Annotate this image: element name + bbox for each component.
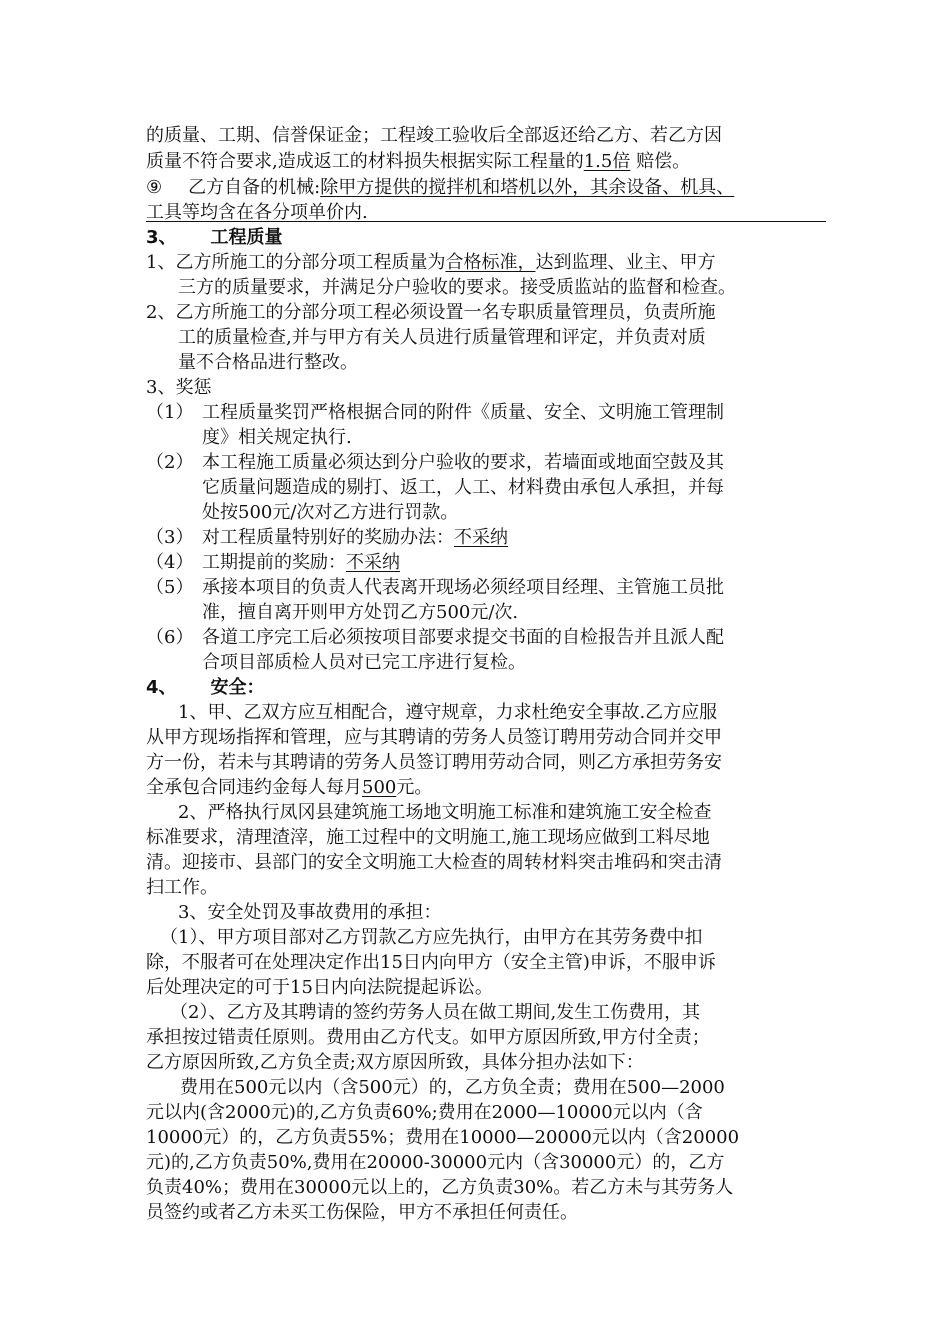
text-line xyxy=(180,1076,725,1100)
text-line xyxy=(178,351,358,375)
text-run: 工的质量检查,并与甲方有关人员进行质量管理和评定，并负责对质 xyxy=(178,327,706,348)
text-line xyxy=(146,976,493,1000)
text-run: 量不合格品进行整改。 xyxy=(178,352,358,373)
section-title: 工程质量 xyxy=(210,227,283,248)
text-line xyxy=(146,124,722,148)
section-heading xyxy=(146,676,265,700)
text-line xyxy=(146,626,724,650)
text-line xyxy=(146,1201,578,1225)
text-run: 工期提前的奖励： xyxy=(202,552,346,573)
text-line xyxy=(146,401,724,425)
text-line xyxy=(146,1176,733,1200)
text-line xyxy=(178,276,736,300)
text-run: 1、甲、乙双方应互相配合，遵守规章，力求杜绝安全事故.乙方应服 xyxy=(178,702,718,723)
text-line xyxy=(178,901,441,925)
text-run: 度》相关规定执行. xyxy=(202,427,352,448)
text-line xyxy=(202,426,352,450)
text-line xyxy=(146,1151,724,1175)
text-run: 工程质量奖罚严格根据合同的附件《质量、安全、文明施工管理制 xyxy=(202,402,724,423)
text-line xyxy=(202,651,526,675)
text-run: （2）、乙方及其聘请的签约劳务人员在做工期间,发生工伤费用，其 xyxy=(170,1002,701,1023)
text-run: 2、乙方所施工的分部分项工程必须设置一名专职质量管理员，负责所施 xyxy=(146,302,716,323)
text-line xyxy=(146,301,715,325)
underlined-value: 1.5倍 xyxy=(583,151,631,172)
underlined-text: 合格标准， xyxy=(445,252,536,273)
underlined-text: 不采纳 xyxy=(454,527,508,548)
text-line xyxy=(146,726,722,750)
text-run: 清。迎接市、县部门的安全文明施工大检查的周转材料突击堆码和突击清 xyxy=(146,852,722,873)
text-line xyxy=(146,251,715,275)
text-line xyxy=(178,801,711,825)
text-line xyxy=(146,526,508,550)
text-run: （1）、甲方项目部对乙方罚款乙方应先执行，由甲方在其劳务费中扣 xyxy=(160,927,703,948)
item-number: （1） xyxy=(146,402,194,423)
text-run: 各道工序完工后必须按项目部要求提交书面的自检报告并且派人配 xyxy=(202,627,724,648)
text-run: 质量不符合要求,造成返工的材料损失根据实际工程量的 xyxy=(146,151,584,172)
item-number: （3） xyxy=(146,527,194,548)
text-line xyxy=(146,776,432,800)
underlined-text: 工具等均含在各分项单价内. xyxy=(146,202,368,223)
text-run: 3、安全处罚及事故费用的承担： xyxy=(178,902,442,923)
text-run: 对工程质量特别好的奖励办法： xyxy=(202,527,454,548)
text-run: 处按500元/次对乙方进行罚款。 xyxy=(202,502,459,523)
text-run: 合项目部质检人员对已完工序进行复检。 xyxy=(202,652,526,673)
text-run: 承担按过错责任原则。费用由乙方代支。如甲方原因所致,甲方付全责； xyxy=(146,1027,710,1048)
section-number: 4、 xyxy=(146,677,177,698)
text-run: 准，擅自离开则甲方处罚乙方500元/次. xyxy=(202,602,519,623)
item-number: （6） xyxy=(146,627,194,648)
text-run: 本工程施工质量必须达到分户验收的要求，若墙面或地面空鼓及其 xyxy=(202,452,724,473)
text-line xyxy=(146,851,722,875)
text-run: 扫工作。 xyxy=(146,877,218,898)
text-line xyxy=(178,326,706,350)
text-line xyxy=(146,1101,703,1125)
text-run: 从甲方现场指挥和管理，应与其聘请的劳务人员签订聘用劳动合同并交甲 xyxy=(146,727,722,748)
text-run: 负责40%；费用在30000元以上的，乙方负责30%。若乙方未与其劳务人 xyxy=(146,1177,734,1198)
text-run: 元。 xyxy=(396,777,433,798)
text-run: 全承包合同违约金每人每月 xyxy=(146,777,362,798)
text-line xyxy=(146,751,722,775)
text-line xyxy=(202,501,458,525)
text-run: 1、乙方所施工的分部分项工程质量为 xyxy=(146,252,446,273)
section-heading xyxy=(146,226,283,250)
text-run: 承接本项目的负责人代表离开现场必须经项目经理、主管施工员批 xyxy=(202,577,724,598)
text-line xyxy=(160,926,702,950)
text-run: 10000元）的，乙方负责55%；费用在10000—20000元以内（含20000 xyxy=(146,1127,740,1148)
section-number: 3、 xyxy=(146,227,177,248)
text-line xyxy=(146,551,400,575)
underlined-text: 不采纳 xyxy=(346,552,400,573)
text-line xyxy=(202,476,724,500)
text-run: 乙方原因所致,乙方负全责;双方原因所致，具体分担办法如下： xyxy=(146,1052,644,1073)
text-line xyxy=(178,701,717,725)
text-line xyxy=(146,176,734,200)
text-line xyxy=(146,1051,644,1075)
text-run: 它质量问题造成的剔打、返工，人工、材料费由承包人承担，并每 xyxy=(202,477,724,498)
text-run: 达到监理、业主、甲方 xyxy=(535,252,716,273)
text-run: 后处理决定的可于15日内向法院提起诉讼。 xyxy=(146,977,493,998)
text-run: 员签约或者乙方未买工伤保险，甲方不承担任何责任。 xyxy=(146,1202,578,1223)
text-run: 元)的,乙方负责50%,费用在20000-30000元内（含30000元）的，乙方 xyxy=(146,1152,725,1173)
text-line xyxy=(202,601,518,625)
text-run: 乙方自备的机械: xyxy=(188,177,321,198)
text-run: 方一份，若未与其聘请的劳务人员签订聘用劳动合同，则乙方承担劳务安 xyxy=(146,752,722,773)
text-line xyxy=(146,1026,710,1050)
text-line xyxy=(170,1001,700,1025)
text-run: 元以内(含2000元)的,乙方负责60%;费用在2000—10000元以内（含 xyxy=(146,1102,703,1123)
text-run: 的质量、工期、信誉保证金；工程竣工验收后全部返还给乙方、若乙方因 xyxy=(146,125,722,146)
item-number: （2） xyxy=(146,452,194,473)
text-line xyxy=(146,576,724,600)
text-line xyxy=(146,451,724,475)
text-run: 赔偿。 xyxy=(636,151,691,172)
text-run: 费用在500元以内（含500元）的，乙方负全责；费用在500—2000 xyxy=(180,1077,725,1098)
text-run: 除，不服者可在处理决定作出15日内向甲方（安全主管)申诉，不服申诉 xyxy=(146,952,716,973)
underlined-text: 除甲方提供的搅拌机和塔机以外，其余设备、机具、 xyxy=(320,177,735,198)
text-run: 标准要求，清理渣滓，施工过程中的文明施工,施工现场应做到工料尽地 xyxy=(146,827,710,848)
divider xyxy=(146,221,826,222)
text-line xyxy=(146,826,710,850)
section-title: 安全： xyxy=(210,677,265,698)
text-line xyxy=(146,951,716,975)
text-line xyxy=(146,1126,739,1150)
text-run: 2、严格执行凤冈县建筑施工场地文明施工标准和建筑施工安全检查 xyxy=(178,802,712,823)
text-line xyxy=(146,376,211,400)
text-line xyxy=(146,150,690,174)
item-number: ⑨ xyxy=(146,177,163,198)
item-number: （5） xyxy=(146,577,194,598)
text-line xyxy=(146,876,218,900)
text-run: 三方的质量要求，并满足分户验收的要求。接受质监站的监督和检查。 xyxy=(178,277,736,298)
text-run: 3、奖惩 xyxy=(146,377,212,398)
underlined-value: 500 xyxy=(362,777,397,798)
item-number: （4） xyxy=(146,552,194,573)
